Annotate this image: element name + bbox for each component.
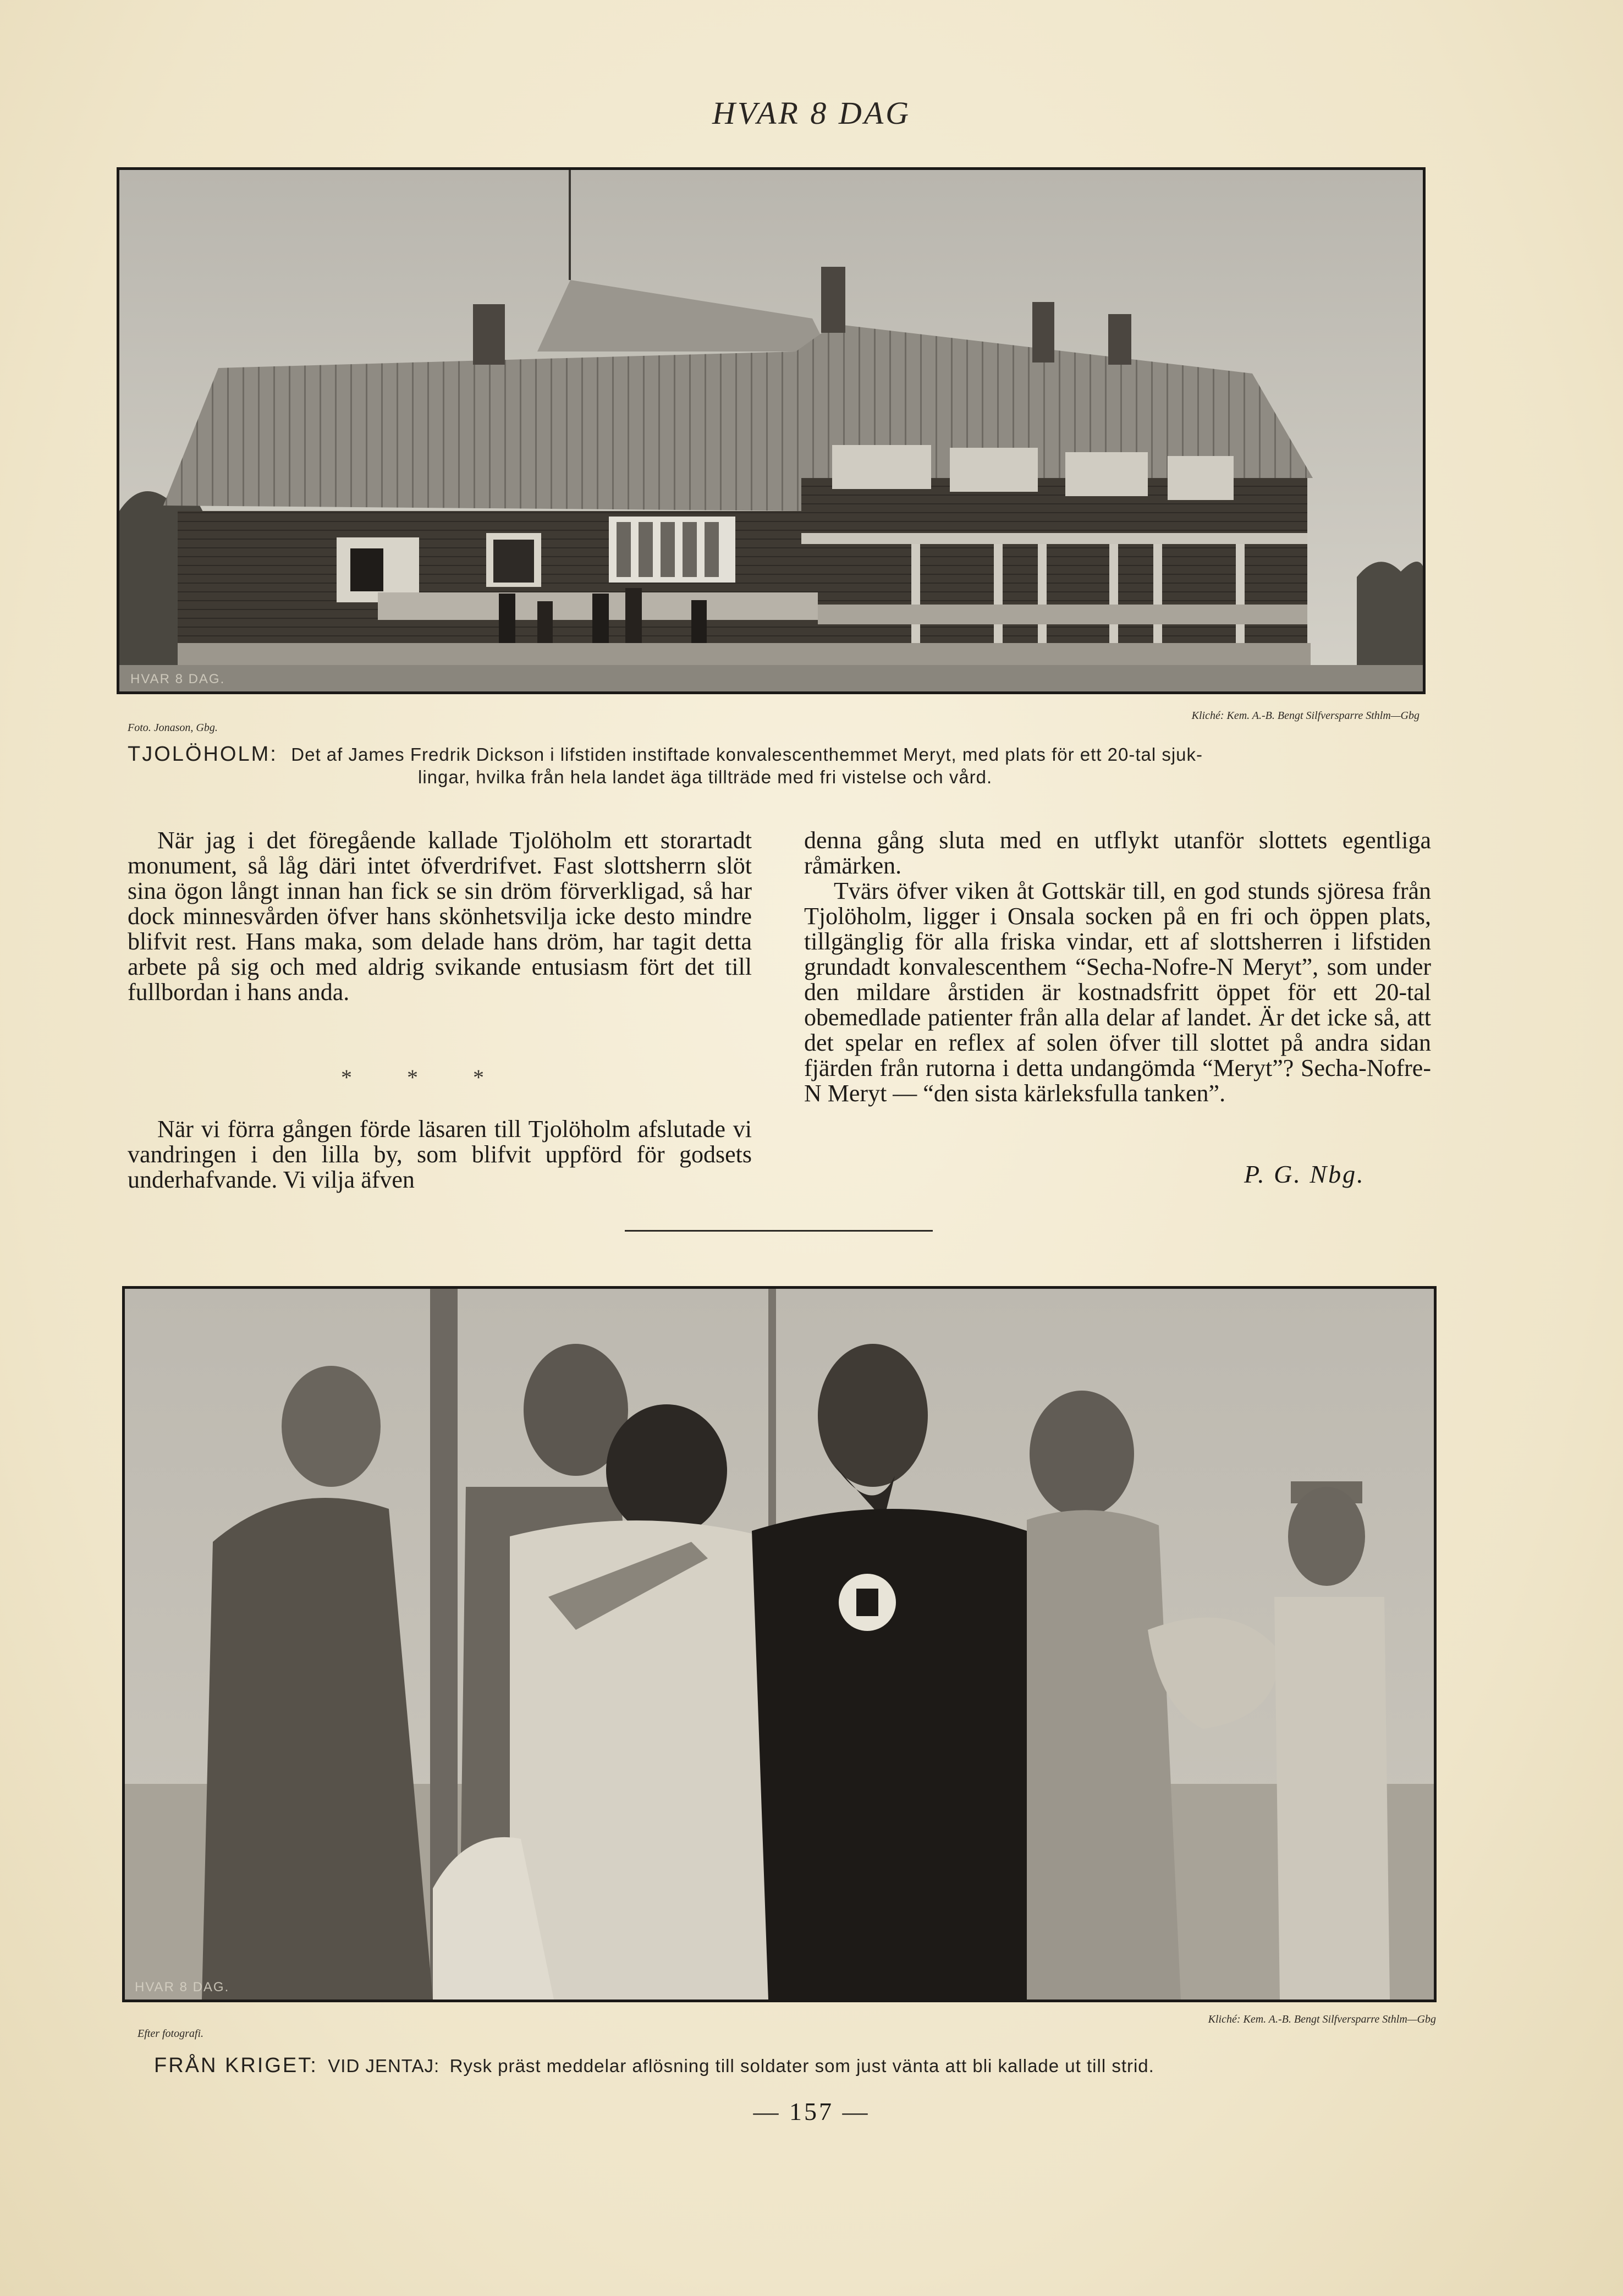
divider-rule bbox=[625, 1230, 933, 1232]
left-paragraph-1: När jag i det föregående kallade Tjolöholm ett storartadt monument, så låg däri intet öfverdrifvet. Fast slottsherrn slöt sina ögon långt innan han fick se sin dröm förverkligad, så har dock minnesvården öfver hans skönhetsvilja icke desto mindre blifvit rest. Hans maka, som delade hans dröm, har tagit detta arbete på sig och med aldrig svikande entusiasm fört det till fullbordan i hans anda. bbox=[128, 827, 752, 1006]
left-paragraph-2: När vi förra gången förde läsaren till Tjolöholm afslutade vi vandringen i den lilla by, som blifvit uppförd för godsets underhafvande. Vi vilja äfven bbox=[128, 1116, 752, 1193]
top-caption-line-2: lingar, hvilka från hela landet äga tillträde med fri vistelse och vård. bbox=[418, 767, 993, 787]
block-credit-bottom: Kliché: Kem. A.-B. Bengt Silfversparre Sthlm—Gbg bbox=[1208, 2013, 1436, 2025]
photo-watermark-bottom: HVAR 8 DAG. bbox=[135, 1980, 230, 1995]
photo-watermark: HVAR 8 DAG. bbox=[130, 672, 225, 686]
author-signature: P. G. Nbg. bbox=[1244, 1160, 1365, 1188]
block-credit: Kliché: Kem. A.-B. Bengt Silfversparre Sthlm—Gbg bbox=[1191, 710, 1420, 722]
building-illustration bbox=[119, 170, 1423, 691]
right-paragraph-1: denna gång sluta med en utflykt utanför slottets egentliga råmärken. bbox=[804, 827, 1431, 879]
caption-line-1: Det af James Fredrik Dickson i lifstiden instiftade konvalescenthemmet Meryt, med plats för ett 20-tal sjuk- bbox=[291, 744, 1203, 765]
caption-subtitle-bottom: VID JENTAJ: bbox=[328, 2056, 440, 2076]
photo-credit-bottom: Efter fotografi. bbox=[137, 2028, 203, 2040]
page-number: — 157 — bbox=[753, 2097, 870, 2125]
photo-credit: Foto. Jonason, Gbg. bbox=[128, 722, 218, 734]
top-caption bbox=[128, 743, 1426, 766]
bottom-caption bbox=[154, 2054, 1452, 2078]
right-paragraph-2: Tvärs öfver viken åt Gottskär till, en god stunds sjöresa från Tjolöholm, ligger i Onsala socken på en fri och öppen plats, tillgänglig för alla friska vindar, ett af slottsherren i lifstiden grundadt konvalescenthem “Secha-Nofre-N Meryt”, som under den mildare årstiden är kostnadsfritt öppet för ett 20-tal obemedlade patienter från alla delar af landet. Är det icke så, att det spelar en reflex af solen öfver till slottet på andra sidan fjärden från rutorna i detta undangömda “Meryt”? Secha-Nofre-N Meryt — “den sista kärleksfulla tanken”. bbox=[804, 877, 1431, 1107]
caption-title-bottom: FRÅN KRIGET: bbox=[154, 2054, 318, 2077]
convalescent-home-photo bbox=[117, 167, 1426, 694]
priest-soldiers-photo bbox=[122, 1286, 1437, 2002]
article-left-column bbox=[128, 828, 752, 1005]
caption-text-bottom: Rysk präst meddelar aflösning till soldater som just vänta att bli kallade ut till strid. bbox=[449, 2056, 1154, 2076]
soldiers-illustration bbox=[125, 1289, 1434, 2000]
article-right-column bbox=[804, 828, 1431, 1106]
article-left-column-2 bbox=[128, 1117, 752, 1193]
caption-title: TJOLÖHOLM: bbox=[128, 743, 278, 766]
section-separator: * * * bbox=[341, 1065, 484, 1090]
running-head: HVAR 8 DAG bbox=[712, 95, 911, 131]
